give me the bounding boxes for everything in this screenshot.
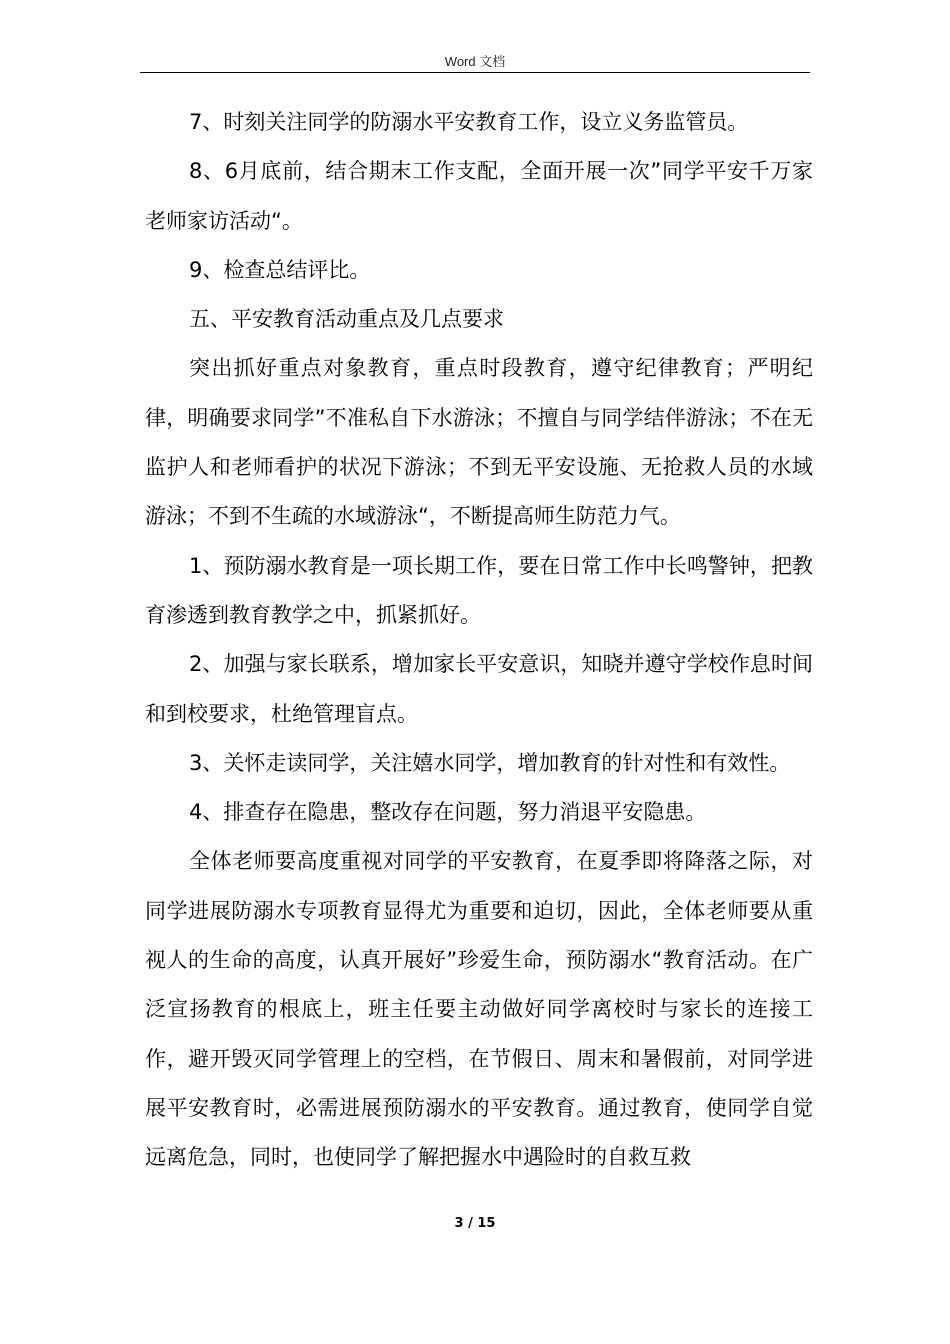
page-header: Word 文档 bbox=[444, 54, 506, 69]
requirement-2: 2、加强与家长联系，增加家长平安意识，知晓并遵守学校作息时间和到校要求，杜绝管理盲点。 bbox=[145, 652, 813, 726]
paragraph-item-7: 7、时刻关注同学的防溺水平安教育工作，设立义务监管员。 bbox=[189, 110, 749, 134]
document-body bbox=[145, 98, 813, 1183]
paragraph-item-8: 8、6月底前，结合期末工作支配，全面开展一次”同学平安千万家老师家访活动“。 bbox=[145, 159, 813, 233]
page-number: 3 / 15 bbox=[454, 1216, 496, 1231]
requirement-3: 3、关怀走读同学，关注嬉水同学，增加教育的针对性和有效性。 bbox=[189, 750, 791, 775]
paragraph-key-points: 突出抓好重点对象教育，重点时段教育，遵守纪律教育；严明纪律，明确要求同学”不准私自下水游泳；不擅自与同学结伴游泳；不在无监护人和老师看护的状况下游泳；不到无平安设施、无抢救人员的水域游泳；不到不生疏的水域游泳“，不断提高师生防范力气。 bbox=[145, 356, 813, 529]
paragraph-item-9: 9、检查总结评比。 bbox=[189, 257, 371, 282]
requirement-4: 4、排查存在隐患，整改存在问题，努力消退平安隐患。 bbox=[189, 800, 707, 825]
paragraph-summary: 全体老师要高度重视对同学的平安教育，在夏季即将降落之际，对同学进展防溺水专项教育显得尤为重要和迫切，因此，全体老师要从重视人的生命的高度，认真开展好”珍爱生命，预防溺水“教育活动。在广泛宣扬教育的根底上，班主任要主动做好同学离校时与家长的连接工作，避开毁灭同学管理上的空档，在节假日、周末和暑假前，对同学进展平安教育时，必需进展预防溺水的平安教育。通过教育，使同学自觉远离危急，同时，也使同学了解把握水中遇险时的自救互救 bbox=[145, 849, 813, 1170]
section-heading: 五、平安教育活动重点及几点要求 bbox=[189, 307, 504, 332]
requirement-1: 1、预防溺水教育是一项长期工作，要在日常工作中长鸣警钟，把教育渗透到教育教学之中，抓紧抓好。 bbox=[145, 553, 813, 627]
header-divider bbox=[140, 72, 810, 73]
